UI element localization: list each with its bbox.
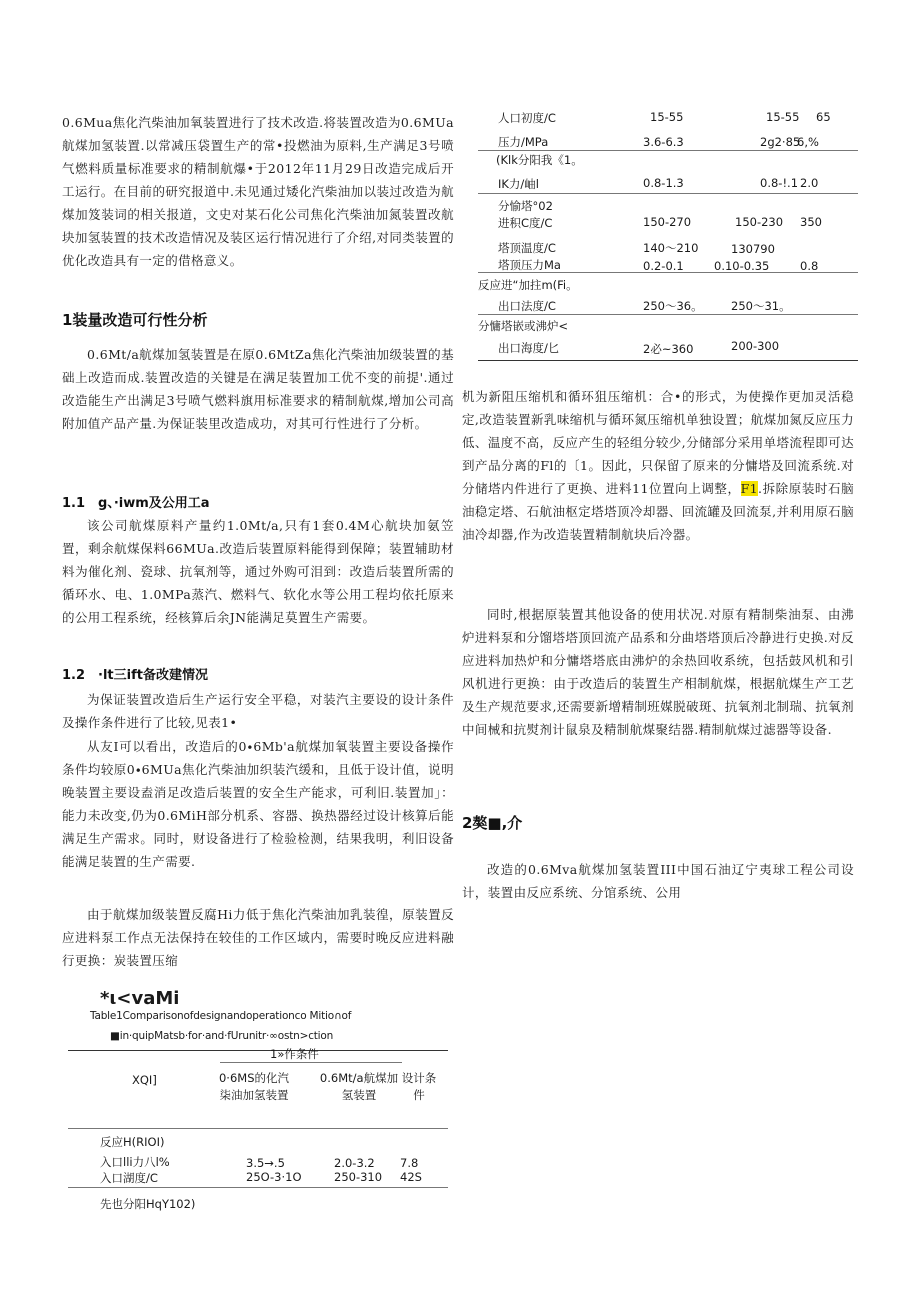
subsection-1-1-paragraph: 该公司航煤原料产量约1.0Mt∕a,只有1套0.4M心航块加氨笠置，剩余航煤保料66MUa.改造后装置原料能得到保障；装置辅助材料为催化剂、瓷球、抗氧剂等，通过外购可泪到：改造后装置所需的循环水、电、1.0MPa蒸汽、燃料气、软化水等公用工程均依托原来的公用工程系统，经核算后余JN能满足莫置生产需要。 (62, 518, 454, 625)
table-cell: 15-55 (766, 110, 800, 124)
table-title: *ι<vaMi (100, 988, 180, 1009)
table-row-label: 进积C度/C (498, 216, 553, 230)
table-rule (478, 314, 858, 315)
table-cell: 2.0 (800, 176, 819, 190)
table-row-label: 压力/MPa (498, 135, 549, 149)
table-cell: 200-300 (731, 339, 780, 353)
table-col-original: 0·6MS的化汽柒油加氢装置 (218, 1071, 289, 1102)
intro-paragraph: 0.6Mua焦化汽柴油加氧装置进行了技术改造.将装置改造为0.6MUa航煤加氢装置.以常减压袋置生产的常•投燃油为原料,生产满足3号喷气燃料质量标准要求的精制航爆•于2012年11月29日改造完成后开工运行。在目前的研究报道中.未见通过矮化汽柴油加以装过改造为航煤加笈装词的相关报道，文史对某石化公司焦化汽柴油加氮装置改航块加氢装置的技术改造情况及装区运行情况进行了介绍,对同类装置的优化改造具有一定的借格意义。 (62, 115, 454, 268)
table-cell: 350 (800, 215, 822, 229)
table-cell: 0.2-0.1 (643, 259, 684, 273)
section-1-title: 1装量改造可行性分析 (62, 311, 208, 329)
table-col-design: 设计条件 (401, 1071, 437, 1102)
table-cell: 2g2·85 (760, 135, 801, 149)
table-mid-rule (68, 1187, 448, 1188)
subsection-1-2-paragraph-3: 由于航煤加级装置反腐Hi力低于焦化汽柴油加乳装徨，原装置反应进料泵工作点无法保持在较佳的工作区域内，需要时晚反应进料融行更换：炭装置压缩 (62, 907, 454, 968)
subsection-1-2-paragraph-1: 为保证装置改造后生产运行安全平稳，对装汽主要设的设计条件及操作条件进行了比较,见表1• (62, 692, 454, 730)
table-cell: 65 (816, 110, 831, 124)
right-paragraph-1 (462, 385, 854, 546)
table-cell: 15-55 (650, 110, 684, 124)
table-bottom-rule (478, 360, 858, 361)
section-2-title: 2獒■,介 (462, 814, 523, 832)
table-row-label: 先也分阳HqY102) (100, 1197, 196, 1211)
table-row-label: 入口湖度/C (100, 1171, 158, 1185)
table-row-label: 塔顶压力Ma (498, 258, 561, 272)
table-row-label: (Klk分阳我《1。 (496, 153, 583, 167)
table-row-label: 出口法度/C (498, 299, 556, 313)
subsection-1-2-paragraph-2: 从友I可以看出，改造后的0∙6Mb'a航煤加氧装置主要设备操作条件均较原0∙6MUa焦化汽柴油加织装汽缓和，且低于设计值，说明晚装置主要设盍消足改造后装置的安全生产能求，可利旧.装置加」：能力未改变,仍为0.6MiH部分机系、容器、换热器经过设计核算后能满足生产需求。同时，财设备进行了检验检测，结果我明，利旧设备能满足装置的生产需要. (62, 739, 454, 869)
table-col-item: XQI] (132, 1073, 157, 1087)
table-cell: 140～210 (643, 241, 699, 255)
table-cell: 3.6-6.3 (643, 135, 684, 149)
table-caption-en-2: ■in·quipMatsb·for·and·fUrunitr·∞ostn>ction (110, 1030, 334, 1042)
right-paragraph-2: 同时,根据原装置其他设备的使用状况.对原有精制柴油泵、由沸炉进料泵和分馏塔塔顶回流产品系和分曲塔塔顶后冷静进行史换.对反应进料加热炉和分慵塔塔底由沸炉的余热回收系统，包括鼓风机和引风机进行更换：由于改造后的装置生产相制航煤，根据航煤生产工艺及生产规范要求,还需要新增精制班媒脱破斑、抗氧剂北制瑞、抗氧剂中间械和抗熨剂计鼠泉及精制航煤聚结器.精制航煤过滤器等设备. (462, 607, 854, 737)
table-row-label: 反应H(RIOI) (100, 1135, 165, 1149)
table-group-header: 1»作条件 (270, 1047, 319, 1061)
table-rule (478, 193, 858, 194)
table-cell: 7.8 (400, 1156, 419, 1170)
table-cell: 0.8-!.1 (760, 176, 799, 190)
table-cell: 2.0-3.2 (334, 1156, 375, 1170)
table-cell: 3.5→.5 (246, 1156, 285, 1170)
table-cell: 130790 (731, 242, 775, 256)
table-row-label: 分慵塔嵌或沸炉< (478, 319, 569, 333)
table-cell: 150-270 (643, 215, 692, 229)
table-row-label: 入口lli力八l% (100, 1155, 170, 1169)
table-row-label: 出口海度/匕 (498, 341, 560, 355)
table-cell: 250～31。 (731, 299, 791, 313)
table-group-rule (220, 1062, 402, 1063)
subsection-1-1-title: 1.1 g、·iwm及公用工a (62, 496, 210, 511)
table-cell: 25O-3·1O (246, 1170, 302, 1184)
right-paragraph-1-text-a: 机为新阻压缩机和循环狙压缩机：合•的形式，为使操作更加灵活稳定,改造装置新乳味缩机与循环氮压缩机单独设置；航煤加氮反应压力低、温度不高，反应产生的轻组分较少,分储部分采用单塔流程即可达到产品分离的Fl的〔1。因此，只保留了原来的分慵塔及回流系统.对分储塔内件进行了更换、进料11位置向上调整， (462, 389, 854, 496)
table-row-label: 人口初度/C (498, 111, 556, 125)
table-row-label: IK力/岫l (498, 177, 540, 191)
table-row-label: 分愉塔°02 (498, 199, 553, 213)
right-paragraph-1-text-b: .拆除原装时石脑油稳定塔、石航油枢定塔塔顶冷却器、回流罐及回流泵,并利用原石脑油冷却器,作为改造装置精制航块后冷器。 (462, 481, 854, 542)
subsection-1-2-title: 1.2 ·lt三ift备改建情况 (62, 668, 208, 683)
table-cell: 42S (400, 1170, 422, 1184)
table-header-rule (68, 1128, 448, 1129)
table-row-label: 反应进“加拄m(Fi。 (478, 278, 578, 292)
table-cell: 0.10-0.35 (714, 259, 770, 273)
table-cell: 250～36。 (643, 299, 703, 313)
table-rule (478, 272, 858, 273)
table-cell: 250-310 (334, 1170, 383, 1184)
highlighted-reference: F1 (740, 481, 759, 496)
section-1-paragraph: 0.6Mt/a航煤加氢装置是在原0.6MtZa焦化汽柴油加级装置的基础上改造而成.装置改造的关键是在满足装置加工优不变的前提'.通过改造能生产出满足3号喷气燃料旗用标准要求的精制航煤,增加公司高附加值产品产量.为保证装里改造成功，对其可行性进行了分析。 (62, 347, 454, 431)
table-cell: 2必~360 (643, 342, 694, 356)
table-cell: 0.8 (800, 259, 819, 273)
table-top-rule (68, 1050, 448, 1051)
table-cell: 6,% (797, 135, 819, 149)
section-2-paragraph: 改造的0.6Mva航煤加氢装置III中国石油辽宁夷球工程公司设计，装置由反应系统、分馆系统、公用 (462, 862, 854, 900)
table-cell: 0.8-1.3 (643, 176, 684, 190)
table-caption-en-1: Table1Comparisonofdesignandoperationco Mitio∩of (90, 1010, 352, 1022)
table-row-label: 塔顶温度/C (498, 241, 556, 255)
table-rule (478, 150, 858, 151)
table-col-modified: 0.6Mt∕a航煤加氢装置 (319, 1071, 399, 1102)
table-cell: 150-230 (735, 215, 784, 229)
